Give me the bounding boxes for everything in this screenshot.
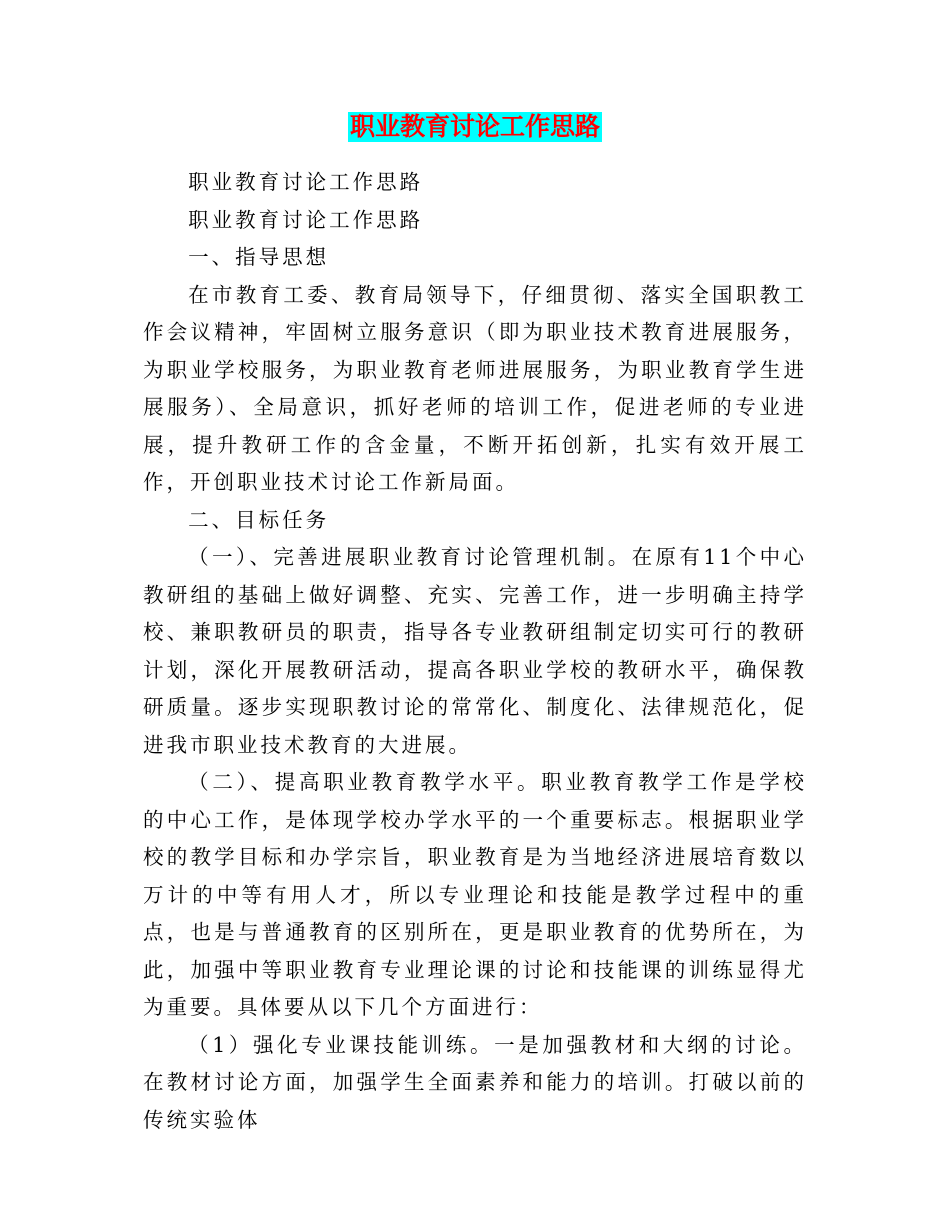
- title-container: [0, 112, 950, 142]
- paragraph: （二）、提高职业教育教学水平。职业教育教学工作是学校的中心工作，是体现学校办学水平的一个重要标志。根据职业学校的教学目标和办学宗旨，职业教育是为当地经济进展培育数以万计的中等有用人才，所以专业理论和技能是教学过程中的重点，也是与普通教育的区别所在，更是职业教育的优势所在，为此，加强中等职业教育专业理论课的讨论和技能课的训练显得尤为重要。具体要从以下几个方面进行：: [143, 770, 807, 1019]
- section-heading: 一、指导思想: [188, 245, 330, 269]
- paragraph: 在市教育工委、教育局领导下，仔细贯彻、落实全国职教工作会议精神，牢固树立服务意识（即为职业技术教育进展服务，为职业学校服务，为职业教育老师进展服务，为职业教育学生进展服务）、全局意识，抓好老师的培训工作，促进老师的专业进展，提升教研工作的含金量，不断开拓创新，扎实有效开展工作，开创职业技术讨论工作新局面。: [143, 282, 807, 494]
- document-title: 职业教育讨论工作思路: [349, 112, 600, 141]
- section-heading: 二、目标任务: [188, 507, 330, 532]
- paragraph: （一）、完善进展职业教育讨论管理机制。在原有11个中心教研组的基础上做好调整、充实、完善工作，进一步明确主持学校、兼职教研员的职责，指导各专业教研组制定切实可行的教研计划，深化开展教研活动，提高各职业学校的教研水平，确保教研质量。逐步实现职教讨论的常常化、制度化、法律规范化，促进我市职业技术教育的大进展。: [143, 545, 807, 757]
- document-body: [143, 164, 807, 1139]
- paragraph: 职业教育讨论工作思路: [188, 170, 424, 194]
- paragraph: 职业教育讨论工作思路: [188, 207, 424, 232]
- paragraph: （1）强化专业课技能训练。一是加强教材和大纲的讨论。在教材讨论方面，加强学生全面素养和能力的培训。打破以前的传统实验体: [143, 1032, 807, 1132]
